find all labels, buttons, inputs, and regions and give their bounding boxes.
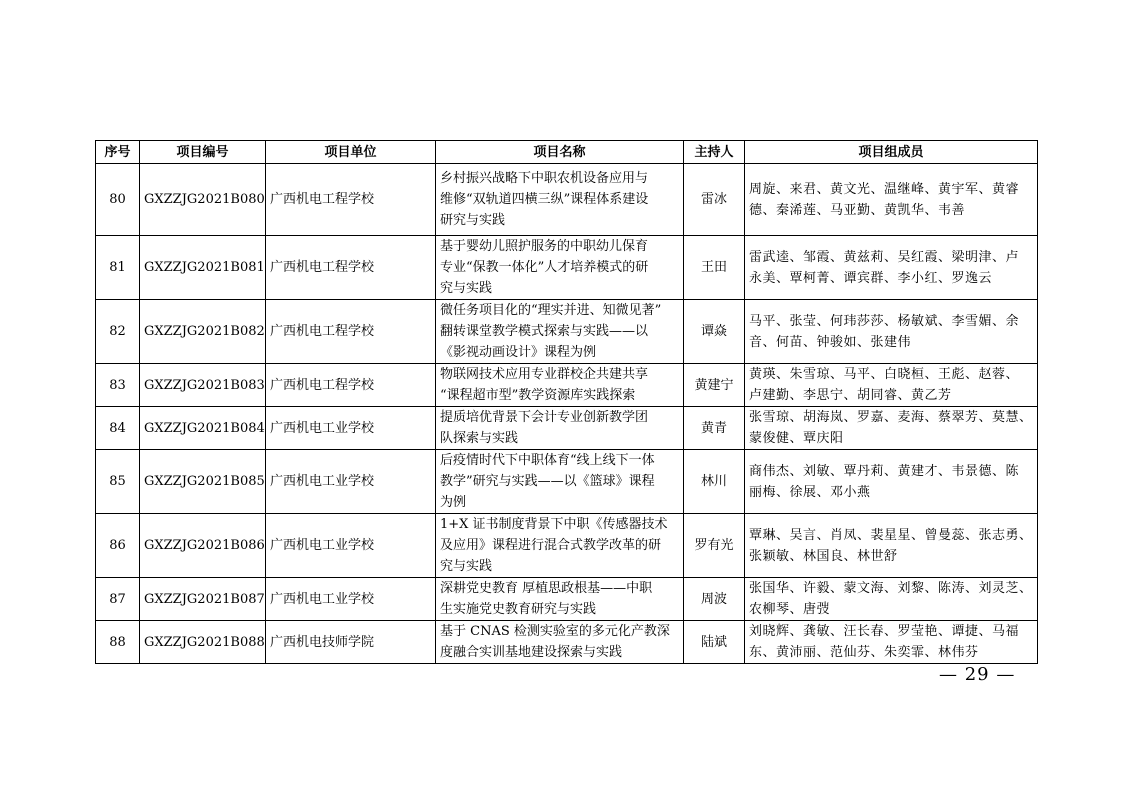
name-line: 后疫情时代下中职体育“线上线下一体 [440, 453, 655, 468]
members-line: 张颖敏、林国良、林世舒 [749, 548, 898, 564]
cell-host: 罗有光 [684, 514, 745, 578]
name-line: 《影视动画设计》课程为例 [440, 345, 597, 360]
members-line: 卢建勤、李思宁、胡同睿、黄乙芳 [749, 388, 952, 403]
header-name: 项目名称 [436, 141, 684, 164]
name-line: 基于 CNAS 检测实验室的多元化产教深 [440, 624, 670, 639]
name-line: 提质培优背景下会计专业创新教学团 [440, 410, 649, 425]
cell-no: 88 [96, 621, 140, 664]
members-line: 丽梅、徐展、邓小燕 [749, 484, 871, 500]
cell-no: 84 [96, 407, 140, 450]
cell-no: 87 [96, 578, 140, 621]
name-line: 专业“保教一体化”人才培养模式的研 [440, 260, 649, 275]
cell-members [745, 578, 1038, 621]
table-row [96, 578, 1038, 621]
members-line: 马平、张莹、何玮莎莎、杨敏斌、李雪媚、余 [749, 313, 1020, 329]
members-line: 刘晓辉、龚敏、汪长春、罗莹艳、谭捷、马福 [749, 624, 1020, 639]
members-line: 张雪琼、胡海岚、罗嘉、麦海、蔡翠芳、莫慧、 [749, 410, 1033, 425]
members-line: 张国华、许毅、蒙文海、刘黎、陈涛、刘灵芝、 [749, 581, 1033, 596]
name-line: 基于婴幼儿照护服务的中职幼儿保育 [440, 239, 649, 254]
cell-unit: 广西机电工程学校 [266, 236, 436, 300]
members-line: 农柳琴、唐弢 [749, 602, 831, 617]
cell-host: 周波 [684, 578, 745, 621]
name-line: 生实施党史教育研究与实践 [440, 602, 597, 617]
header-no: 序号 [96, 141, 140, 164]
cell-host: 王田 [684, 236, 745, 300]
cell-code: GXZZJG2021B086 [140, 514, 266, 578]
name-line: 1+X 证书制度背景下中职《传感器技术 [440, 517, 668, 532]
header-host: 主持人 [684, 141, 745, 164]
cell-name [436, 578, 684, 621]
cell-members [745, 450, 1038, 514]
members-line: 永美、覃柯菁、谭宾群、李小红、罗逸云 [749, 270, 993, 286]
cell-no: 83 [96, 364, 140, 407]
table-row [96, 236, 1038, 300]
cell-name [436, 450, 684, 514]
table-row [96, 364, 1038, 407]
cell-code: GXZZJG2021B081 [140, 236, 266, 300]
name-line: 乡村振兴战略下中职农机设备应用与 [440, 171, 649, 186]
cell-unit: 广西机电工程学校 [266, 164, 436, 236]
cell-no: 81 [96, 236, 140, 300]
name-line: 翻转课堂教学模式探索与实践——以 [440, 324, 649, 339]
header-unit: 项目单位 [266, 141, 436, 164]
members-line: 音、何苗、钟骏如、张建伟 [749, 334, 912, 350]
cell-host: 雷冰 [684, 164, 745, 236]
table-row [96, 450, 1038, 514]
members-line: 周旋、来君、黄文光、温继峰、黄宇军、黄睿 [749, 181, 1020, 197]
cell-host: 林川 [684, 450, 745, 514]
cell-host: 陆斌 [684, 621, 745, 664]
cell-unit: 广西机电工业学校 [266, 407, 436, 450]
members-line: 商伟杰、刘敏、覃丹莉、黄建才、韦景德、陈 [749, 463, 1020, 479]
cell-members [745, 300, 1038, 364]
cell-code: GXZZJG2021B082 [140, 300, 266, 364]
cell-name [436, 364, 684, 407]
cell-host: 谭焱 [684, 300, 745, 364]
cell-code: GXZZJG2021B085 [140, 450, 266, 514]
cell-members [745, 514, 1038, 578]
name-line: 为例 [440, 495, 467, 510]
cell-members [745, 236, 1038, 300]
name-line: 物联网技术应用专业群校企共建共享 [440, 367, 649, 382]
cell-name [436, 300, 684, 364]
cell-unit: 广西机电工程学校 [266, 364, 436, 407]
cell-unit: 广西机电工业学校 [266, 578, 436, 621]
table-row [96, 407, 1038, 450]
cell-host: 黄建宁 [684, 364, 745, 407]
table-row [96, 621, 1038, 664]
table-row [96, 514, 1038, 578]
page-number: — 29 — [939, 664, 1016, 685]
name-line: 研究与实践 [440, 213, 506, 228]
cell-members [745, 407, 1038, 450]
cell-no: 80 [96, 164, 140, 236]
cell-code: GXZZJG2021B083 [140, 364, 266, 407]
members-line: 覃琳、吴言、肖凤、裴星星、曾曼蕊、张志勇、 [749, 527, 1033, 543]
name-line: 度融合实训基地建设探索与实践 [440, 645, 623, 660]
name-line: 及应用》课程进行混合式教学改革的研 [440, 538, 662, 553]
table-row [96, 300, 1038, 364]
cell-name [436, 514, 684, 578]
header-code: 项目编号 [140, 141, 266, 164]
name-line: “课程超市型”教学资源库实践探索 [440, 388, 636, 403]
name-line: 深耕党史教育 厚植思政根基——中职 [440, 581, 653, 596]
cell-unit: 广西机电工业学校 [266, 450, 436, 514]
name-line: 究与实践 [440, 281, 493, 296]
name-line: 教学”研究与实践——以《篮球》课程 [440, 474, 655, 489]
table-header-row [96, 141, 1038, 164]
cell-unit: 广西机电工业学校 [266, 514, 436, 578]
members-line: 东、黄沛丽、范仙芬、朱奕霏、林伟芬 [749, 645, 979, 660]
name-line: 维修“双轨道四横三纵”课程体系建设 [440, 192, 649, 207]
cell-name [436, 164, 684, 236]
cell-name [436, 621, 684, 664]
cell-code: GXZZJG2021B084 [140, 407, 266, 450]
members-line: 蒙俊健、覃庆阳 [749, 431, 844, 446]
name-line: 究与实践 [440, 559, 493, 574]
table-row [96, 164, 1038, 236]
project-table [95, 140, 1038, 664]
members-line: 德、秦浠莲、马亚勤、黄凯华、韦善 [749, 202, 966, 218]
cell-code: GXZZJG2021B080 [140, 164, 266, 236]
cell-unit: 广西机电技师学院 [266, 621, 436, 664]
cell-name [436, 236, 684, 300]
cell-members [745, 364, 1038, 407]
cell-members [745, 164, 1038, 236]
members-line: 黄瑛、朱雪琼、马平、白晓桓、王彪、赵蓉、 [749, 367, 1020, 382]
cell-no: 82 [96, 300, 140, 364]
members-line: 雷武逵、邹霞、黄兹莉、吴红霞、梁明津、卢 [749, 249, 1020, 265]
cell-name [436, 407, 684, 450]
cell-no: 86 [96, 514, 140, 578]
cell-unit: 广西机电工程学校 [266, 300, 436, 364]
name-line: 队探索与实践 [440, 431, 519, 446]
cell-no: 85 [96, 450, 140, 514]
header-members: 项目组成员 [745, 141, 1038, 164]
name-line: 微任务项目化的“理实并进、知微见著” [440, 303, 662, 318]
cell-code: GXZZJG2021B088 [140, 621, 266, 664]
cell-host: 黄青 [684, 407, 745, 450]
cell-members [745, 621, 1038, 664]
cell-code: GXZZJG2021B087 [140, 578, 266, 621]
